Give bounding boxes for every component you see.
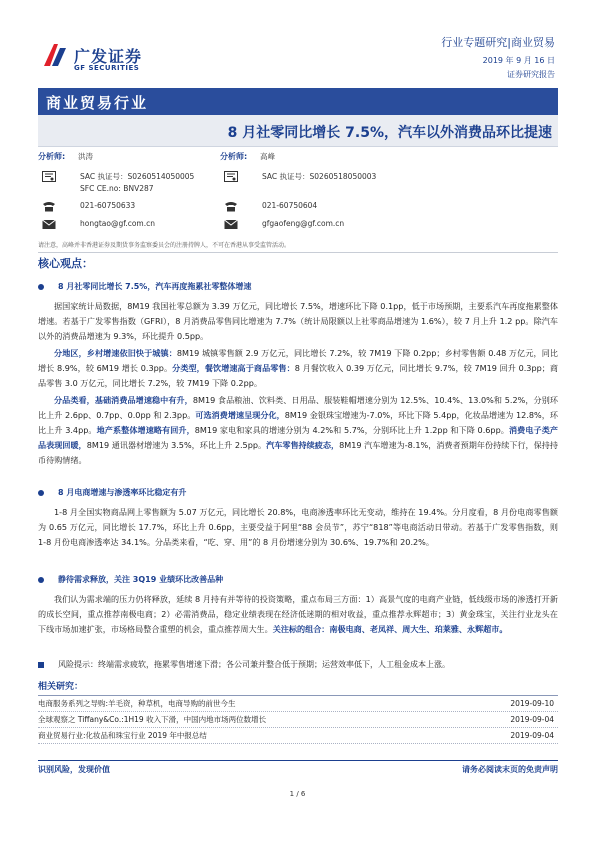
emphasis: 分品类看，基础消费品增速稳中有升， [54, 395, 193, 405]
email-address[interactable]: gfgaofeng@gf.com.cn [262, 219, 345, 228]
bullet-icon [38, 490, 44, 496]
related-research [38, 679, 558, 744]
bullet-icon [38, 577, 44, 583]
email-icon [224, 219, 238, 230]
sfc-number: SFC CE.no: BNV287 [80, 184, 154, 193]
gf-securities-logo [40, 40, 160, 80]
header-meta [441, 34, 555, 80]
phone-icon [42, 201, 56, 212]
related-name[interactable]: 电商服务系列之导购:羊毛资，种草机，电商导购的前世今生 [38, 699, 236, 708]
emphasis: 汽车零售持续疲态， [266, 440, 340, 450]
analyst-label: 分析师: [38, 152, 66, 161]
gf-logo-icon [40, 42, 70, 70]
logo-english: GF SECURITIES [74, 64, 140, 72]
phone-number: 021-60750604 [262, 201, 318, 210]
footer-disclaimer: 请务必阅读末页的免责声明 [462, 765, 558, 774]
related-item[interactable] [38, 696, 558, 712]
title-bar [38, 115, 558, 147]
related-name[interactable]: 全球观察之 Tiffany&Co.:1H19 收入下滑，中国内地市场两位数增长 [38, 715, 267, 724]
text: 8M19 通讯器材增速为 3.5%，环比上升 2.5pp。 [86, 440, 267, 450]
section-title: 8 月电商增速与渗透率环比稳定有升 [58, 488, 187, 497]
report-category: 行业专题研究|商业贸易 [441, 36, 555, 49]
related-name[interactable]: 商业贸易行业:化妆品和珠宝行业 2019 年中报总结 [38, 731, 207, 740]
related-date: 2019-09-04 [510, 715, 554, 724]
report-date: 2019 年 9 月 16 日 [482, 56, 555, 65]
paragraph [38, 393, 558, 468]
section-title: 静待需求释放，关注 3Q19 业绩环比改善品种 [58, 575, 224, 584]
core-title: 核心观点： [38, 257, 93, 270]
related-date: 2019-09-04 [510, 731, 554, 740]
industry-name: 商业贸易行业 [46, 94, 149, 112]
text: 8M19 家电和家具的增速分别为 4.2%和 5.7%，分别环比上升 1.2pp 和下降 0.6pp。 [194, 425, 509, 435]
emphasis: 可选消费增速呈现分化， [195, 410, 285, 420]
logo-chinese: 广发证券 [74, 47, 143, 66]
bullet-icon [38, 284, 44, 290]
paragraph: 1-8 月全国实物商品网上零售额为 5.07 万亿元，同比增长 20.8%，电商渗透率环比无变动，维持在 19.4%。分月度看，8 月份电商零售额为 0.65 万亿元，同比增长 17.7%，环比上升 0.6pp，主要受益于阿里“88 会员节”，苏宁“818”等电商活动日带动。若基于广发零售指数，则 1-8 月份电商渗透率达 34.1%。分品类来看，“吃、穿、用”的 8 月份增速分别为 30.6%、19.7%和 20.2%。 [38, 507, 558, 547]
analyst-disclaimer: 请注意，高峰并非香港证券及期货事务监察委员会的注册持牌人，不可在香港从事受监管活动。 [38, 240, 558, 253]
page-number: 1 / 6 [289, 790, 306, 798]
text: 8M19 金银珠宝增速为-7.0%，环比下降 5.4pp，化妆品增速为 12.8%，环比上升 3.4pp。 [38, 410, 558, 435]
related-item[interactable] [38, 712, 558, 728]
industry-banner [38, 88, 558, 115]
sac-number: SAC 执证号：S0260514050005 [80, 172, 195, 181]
analyst-label: 分析师: [220, 152, 248, 161]
emphasis: 关注标的组合：南极电商、老凤祥、周大生、珀莱雅、永辉超市。 [272, 624, 508, 634]
analyst-block [38, 151, 558, 237]
text: 8 月餐饮收入 0.39 万亿元，同比增长 9.7%，较 7M19 回升 0.3pp；商品零售 3.0 万亿元，同比增长 7.2%，较 7M19 下降 0.2pp。 [38, 363, 558, 388]
emphasis: 分类型，餐饮增速高于商品零售： [172, 363, 295, 373]
related-date: 2019-09-10 [510, 699, 554, 708]
email-address[interactable]: hongtao@gf.com.cn [80, 219, 155, 228]
section-heading [38, 487, 558, 498]
text: 我们认为需求端的压力仍将释放，延续 8 月持有并等待的投资策略，重点布局三方面：1）高景气度的电商产业链，低线级市场的渗透打开新的成长空间，重点推荐南极电商；2）必需消费品，稳定业绩表现在经济低迷期的相对收益，重点推荐永辉超市；3）黄金珠宝，关注行业龙头在下线市场加速扩张，市场格局整合重塑的机会，重点推荐周大生。 [38, 594, 558, 634]
certificate-icon [42, 171, 56, 182]
analyst-name: 高峰 [260, 152, 275, 161]
section-heading [38, 574, 558, 585]
section-title: 8 月社零同比增长 7.5%，汽车再度拖累社零整体增速 [58, 282, 252, 291]
paragraph [38, 346, 558, 391]
core-views-heading [38, 255, 558, 271]
report-type: 证券研究报告 [507, 70, 555, 79]
section-heading [38, 281, 558, 292]
text: 8M19 汽车增速为-8.1%，消费者预期年份持续下行，保持持币待购情绪。 [38, 440, 558, 465]
related-title: 相关研究： [38, 679, 558, 696]
emphasis: 地产系整体增速略有回升， [96, 425, 195, 435]
risk-text: 风险提示：终端需求疲软，拖累零售增速下滑；各公司兼并整合低于预期；运营效率低下，人工租金成本上涨。 [58, 660, 450, 669]
analyst-name: 洪涛 [78, 152, 93, 161]
text: 8M19 食品粮油、饮料类、日用品、服装鞋帽增速分别为 12.5%、10.4%、13.0%和 5.2%，分别环比上升 2.6pp、0.7pp、0.0pp 和 2.3pp。 [38, 395, 558, 420]
page-footer [38, 760, 558, 774]
footer-slogan: 识别风险，发现价值 [38, 765, 110, 774]
phone-icon [224, 201, 238, 212]
risk-warning [38, 659, 558, 670]
report-title: 8 月社零同比增长 7.5%，汽车以外消费品环比提速 [227, 125, 552, 141]
related-item[interactable] [38, 728, 558, 744]
paragraph: 据国家统计局数据，8M19 我国社零总额为 3.39 万亿元，同比增长 7.5%，增速环比下降 0.1pp，低于市场预期，主要系汽车再度拖累整体增速。若基于广发零售指数（GFRI），8 月消费品零售同比增速为 7.7%（统计局限额以上社零商品增速为 1.6%），较 7 月上升 1.2 pp。除汽车以外的消费品增速为 9.3%，环比提升 0.5pp。 [38, 301, 558, 341]
certificate-icon [224, 171, 238, 182]
report-header [0, 0, 595, 88]
sac-number: SAC 执证号：S0260518050003 [262, 172, 377, 181]
bullet-icon [38, 662, 44, 668]
text: 8M19 城镇零售额 2.9 万亿元，同比增长 7.2%，较 7M19 下降 0.2pp；乡村零售额 0.48 万亿元，同比增长 8.9%，较 6M19 增长 0.3pp。 [38, 348, 558, 373]
email-icon [42, 219, 56, 230]
emphasis: 分地区，乡村增速依旧快于城镇： [54, 348, 177, 358]
phone-number: 021-60750633 [80, 201, 136, 210]
paragraph [38, 592, 558, 637]
emphasis: 消费电子类产品表现回暖， [38, 425, 558, 450]
